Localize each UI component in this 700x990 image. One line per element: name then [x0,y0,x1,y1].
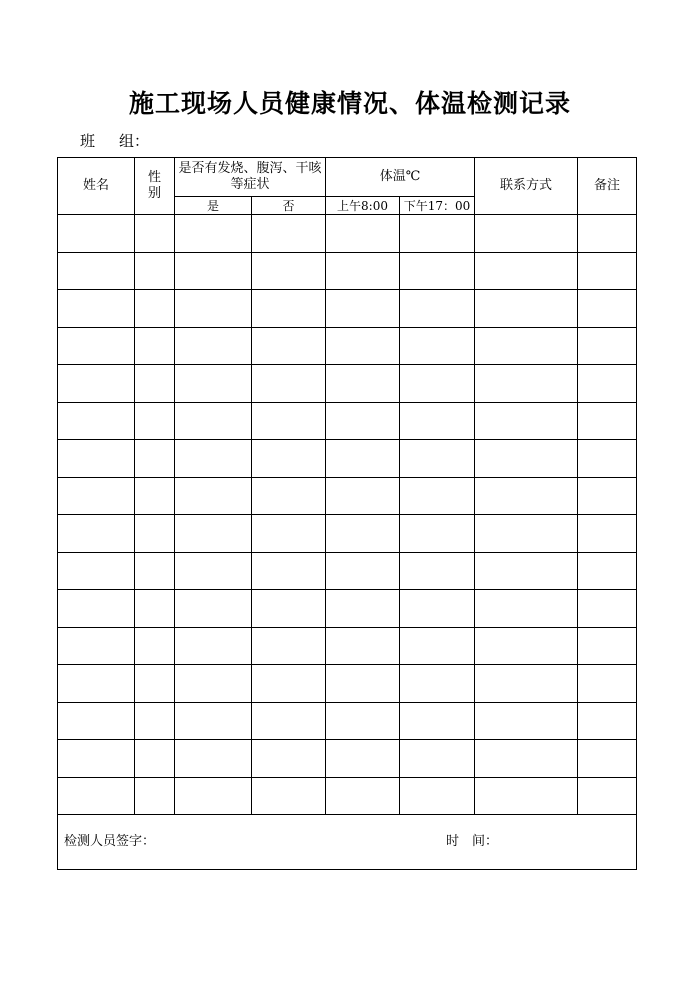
table-cell[interactable] [578,777,637,815]
page-title: 施工现场人员健康情况、体温检测记录 [128,89,571,118]
table-row [58,740,637,778]
table-cell[interactable] [400,627,475,665]
table-cell[interactable] [326,590,400,628]
table-cell[interactable] [475,477,578,515]
table-cell[interactable] [400,290,475,328]
header-temperature: 体温℃ [326,158,475,197]
table-cell[interactable] [135,552,175,590]
table-cell[interactable] [578,440,637,478]
header-gender: 性 别 [135,158,175,215]
table-cell[interactable] [400,702,475,740]
table-cell[interactable] [252,777,326,815]
table-cell[interactable] [58,665,135,703]
table-cell[interactable] [58,590,135,628]
table-cell[interactable] [578,665,637,703]
table-cell[interactable] [326,440,400,478]
table-cell[interactable] [326,740,400,778]
table-cell[interactable] [175,590,252,628]
table-cell[interactable] [578,365,637,403]
table-cell[interactable] [400,327,475,365]
table-cell[interactable] [252,252,326,290]
table-cell[interactable] [475,440,578,478]
table-cell[interactable] [175,740,252,778]
table-row [58,440,637,478]
table-cell[interactable] [175,440,252,478]
table-cell[interactable] [135,327,175,365]
table-cell[interactable] [58,477,135,515]
table-cell[interactable] [400,552,475,590]
table-cell[interactable] [58,327,135,365]
table-cell[interactable] [475,740,578,778]
table-cell[interactable] [58,252,135,290]
table-cell[interactable] [578,327,637,365]
group-label-part1: 班 [80,132,96,150]
table-row [58,365,637,403]
table-cell[interactable] [326,215,400,253]
header-pm: 下午17：00 [400,197,475,215]
table-row [58,252,637,290]
group-label-part2: 组： [119,132,150,150]
group-field [80,130,149,151]
table-cell[interactable] [578,590,637,628]
table-cell[interactable] [252,552,326,590]
header-symptoms: 是否有发烧、腹泻、干咳等症状 [175,158,326,197]
time-label: 时 间： [446,834,499,849]
table-cell[interactable] [578,740,637,778]
header-contact: 联系方式 [475,158,578,215]
table-cell[interactable] [578,290,637,328]
table-cell[interactable] [326,702,400,740]
table-cell[interactable] [175,702,252,740]
table-cell[interactable] [58,440,135,478]
table-cell[interactable] [135,215,175,253]
table-cell[interactable] [475,215,578,253]
table-cell[interactable] [475,252,578,290]
table-cell[interactable] [326,665,400,703]
table-cell[interactable] [578,627,637,665]
table-cell[interactable] [326,252,400,290]
table-cell[interactable] [252,215,326,253]
table-cell[interactable] [326,477,400,515]
table-cell[interactable] [475,290,578,328]
table-cell[interactable] [578,252,637,290]
table-row [58,515,637,553]
header-am: 上午8:00 [326,197,400,215]
table-row [58,402,637,440]
table-cell[interactable] [175,552,252,590]
table-cell[interactable] [135,590,175,628]
table-cell[interactable] [475,665,578,703]
table-row [58,290,637,328]
table-cell[interactable] [326,402,400,440]
table-cell[interactable] [135,740,175,778]
table-cell[interactable] [252,627,326,665]
table-row [58,777,637,815]
table-cell[interactable] [475,702,578,740]
table-cell[interactable] [135,440,175,478]
table-cell[interactable] [252,702,326,740]
table-cell[interactable] [400,590,475,628]
table-cell[interactable] [58,290,135,328]
table-cell[interactable] [400,252,475,290]
table-cell[interactable] [578,702,637,740]
table-cell[interactable] [58,740,135,778]
table-cell[interactable] [475,365,578,403]
table-cell[interactable] [578,552,637,590]
table-cell[interactable] [58,365,135,403]
table-cell[interactable] [578,215,637,253]
table-cell[interactable] [475,515,578,553]
table-cell[interactable] [175,402,252,440]
table-row [58,552,637,590]
table-cell[interactable] [175,477,252,515]
table-cell[interactable] [175,365,252,403]
table-cell[interactable] [475,590,578,628]
header-name: 姓名 [58,158,135,215]
table-cell[interactable] [400,365,475,403]
table-row [58,215,637,253]
header-yes: 是 [175,197,252,215]
table-row [58,627,637,665]
table-cell[interactable] [326,552,400,590]
table-cell[interactable] [326,290,400,328]
table-cell[interactable] [135,402,175,440]
table-cell[interactable] [58,702,135,740]
table-cell[interactable] [58,777,135,815]
table-cell[interactable] [252,402,326,440]
table-cell[interactable] [252,327,326,365]
table-row [58,702,637,740]
table-cell[interactable] [578,515,637,553]
table-cell[interactable] [252,440,326,478]
table-cell[interactable] [252,290,326,328]
signature-label: 检测人员签字： [64,834,156,849]
header-remark: 备注 [578,158,637,215]
table-cell[interactable] [58,515,135,553]
table-cell[interactable] [58,552,135,590]
table-cell[interactable] [252,365,326,403]
table-cell[interactable] [135,665,175,703]
table-cell[interactable] [400,777,475,815]
table-cell[interactable] [252,665,326,703]
table-cell[interactable] [135,252,175,290]
table-row [58,477,637,515]
table-cell[interactable] [400,515,475,553]
table-cell[interactable] [135,290,175,328]
table-cell[interactable] [252,590,326,628]
table-cell[interactable] [135,777,175,815]
table-cell[interactable] [475,402,578,440]
table-cell[interactable] [400,477,475,515]
table-cell[interactable] [326,327,400,365]
record-table [57,157,637,870]
signature-row [58,815,637,870]
table-cell[interactable] [252,477,326,515]
table-cell[interactable] [475,552,578,590]
table-cell[interactable] [135,515,175,553]
table-cell[interactable] [578,477,637,515]
table-row [58,590,637,628]
table-cell[interactable] [58,627,135,665]
table-cell[interactable] [400,440,475,478]
table-cell[interactable] [175,665,252,703]
table-row [58,327,637,365]
table-cell[interactable] [175,627,252,665]
table-cell[interactable] [58,402,135,440]
table-cell[interactable] [326,515,400,553]
table-cell[interactable] [175,327,252,365]
table-cell[interactable] [252,515,326,553]
table-cell[interactable] [175,777,252,815]
table-cell[interactable] [175,515,252,553]
table-cell[interactable] [326,627,400,665]
table-cell[interactable] [475,777,578,815]
table-cell[interactable] [135,702,175,740]
table-cell[interactable] [400,665,475,703]
table-cell[interactable] [326,777,400,815]
table-body [58,215,637,815]
table-cell[interactable] [135,477,175,515]
table-cell[interactable] [475,627,578,665]
table-cell[interactable] [175,290,252,328]
table-cell[interactable] [135,627,175,665]
table-cell[interactable] [400,740,475,778]
table-row [58,665,637,703]
table-cell[interactable] [400,402,475,440]
table-cell[interactable] [175,252,252,290]
table-cell[interactable] [58,215,135,253]
header-no: 否 [252,197,326,215]
table-cell[interactable] [475,327,578,365]
table-cell[interactable] [135,365,175,403]
table-cell[interactable] [175,215,252,253]
table-cell[interactable] [326,365,400,403]
table-cell[interactable] [252,740,326,778]
table-cell[interactable] [400,215,475,253]
table-cell[interactable] [578,402,637,440]
